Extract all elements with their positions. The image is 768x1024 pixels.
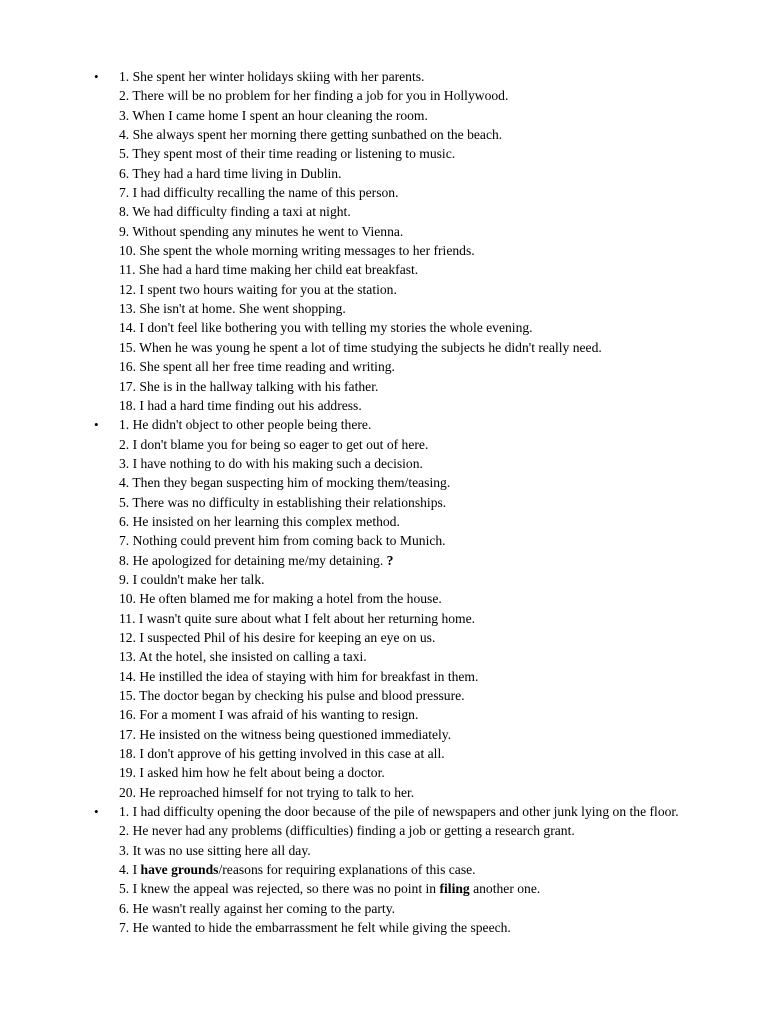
sentence-line: 17. She is in the hallway talking with his father. [119, 378, 379, 394]
bullet-group-1 [92, 67, 692, 415]
sentence-line: 9. I couldn't make her talk. [119, 571, 265, 587]
bullet-group-2 [92, 415, 692, 802]
sentence-line: 10. She spent the whole morning writing messages to her friends. [119, 243, 475, 259]
sentence-line: 16. For a moment I was afraid of his wanting to resign. [119, 707, 419, 723]
sentence-line: 7. I had difficulty recalling the name of this person. [119, 185, 399, 201]
sentence-line: 11. She had a hard time making her child eat breakfast. [119, 262, 419, 278]
bold-text: have grounds [140, 862, 219, 878]
sentence-line: 2. He never had any problems (difficulties) finding a job or getting a research grant. [119, 823, 575, 839]
sentence-text: /reasons for requiring explanations of this case. [218, 862, 476, 878]
sentence-line: 5. They spent most of their time reading or listening to music. [119, 146, 456, 162]
bullet-marker: • [94, 69, 99, 84]
sentence-text: 4. I [119, 862, 141, 878]
sentence-line: 15. The doctor began by checking his pulse and blood pressure. [119, 688, 465, 703]
sentence-line: 8. We had difficulty finding a taxi at night. [119, 204, 351, 220]
sentence-line: 6. They had a hard time living in Dublin. [119, 165, 342, 181]
bullet-marker: • [94, 417, 99, 433]
sentence-line: 18. I had a hard time finding out his address. [119, 397, 362, 413]
sentence-line: 13. She isn't at home. She went shopping. [119, 301, 346, 317]
sentence-line: 2. There will be no problem for her finding a job for you in Hollywood. [119, 88, 509, 104]
document-body [92, 67, 692, 937]
sentence-line: 6. He wasn't really against her coming to the party. [119, 900, 396, 916]
sentence-line: 1. I had difficulty opening the door because of the pile of newspapers and other junk lying on the floor. [119, 804, 679, 820]
sentence-line: 5. There was no difficulty in establishing their relationships. [119, 494, 447, 510]
sentence-line: 18. I don't approve of his getting involved in this case at all. [119, 746, 445, 762]
sentence-text: 5. I knew the appeal was rejected, so there was no point in [119, 881, 440, 897]
sentence-line: 17. He insisted on the witness being questioned immediately. [119, 726, 452, 742]
bullet-group-3 [92, 802, 692, 937]
sentence-line: 14. I don't feel like bothering you with telling my stories the whole evening. [119, 320, 533, 336]
sentence-line [119, 879, 692, 898]
sentence-line: 10. He often blamed me for making a hotel from the house. [119, 591, 442, 607]
sentence-line: 1. She spent her winter holidays skiing with her parents. [119, 69, 425, 84]
sentence-line: 11. I wasn't quite sure about what I felt about her returning home. [119, 610, 476, 626]
sentence-line: 7. He wanted to hide the embarrassment he felt while giving the speech. [119, 920, 511, 936]
sentence-line [119, 551, 692, 570]
sentence-line: 3. It was no use sitting here all day. [119, 842, 311, 858]
sentence-line: 7. Nothing could prevent him from coming back to Munich. [119, 533, 446, 549]
sentence-line: 20. He reproached himself for not trying to talk to her. [119, 784, 415, 800]
sentence-line: 12. I spent two hours waiting for you at the station. [119, 281, 397, 297]
sentence-line: 19. I asked him how he felt about being a doctor. [119, 765, 385, 781]
sentence-line: 3. When I came home I spent an hour cleaning the room. [119, 107, 428, 123]
bold-text: filing [439, 881, 470, 897]
sentence-text: another one. [469, 881, 541, 897]
sentence-line: 16. She spent all her free time reading and writing. [119, 359, 395, 375]
sentence-line: 4. She always spent her morning there getting sunbathed on the beach. [119, 127, 503, 143]
sentence-line: 14. He instilled the idea of staying with him for breakfast in them. [119, 668, 479, 684]
sentence-line: 9. Without spending any minutes he went to Vienna. [119, 223, 404, 239]
sentence-line: 13. At the hotel, she insisted on calling a taxi. [119, 649, 367, 665]
sentence-line: 12. I suspected Phil of his desire for keeping an eye on us. [119, 629, 436, 645]
sentence-line [119, 860, 692, 879]
sentence-line: 6. He insisted on her learning this complex method. [119, 513, 400, 529]
sentence-line: 4. Then they began suspecting him of mocking them/teasing. [119, 475, 451, 491]
sentence-line: 2. I don't blame you for being so eager to get out of here. [119, 436, 429, 452]
sentence-line: 3. I have nothing to do with his making such a decision. [119, 455, 423, 471]
sentence-line: 15. When he was young he spent a lot of time studying the subjects he didn't really need. [119, 339, 602, 355]
bullet-marker: • [94, 804, 99, 820]
sentence-line: 1. He didn't object to other people being there. [119, 417, 372, 433]
sentence-text: 8. He apologized for detaining me/my detaining. [119, 552, 387, 568]
bold-text: ? [386, 552, 394, 568]
